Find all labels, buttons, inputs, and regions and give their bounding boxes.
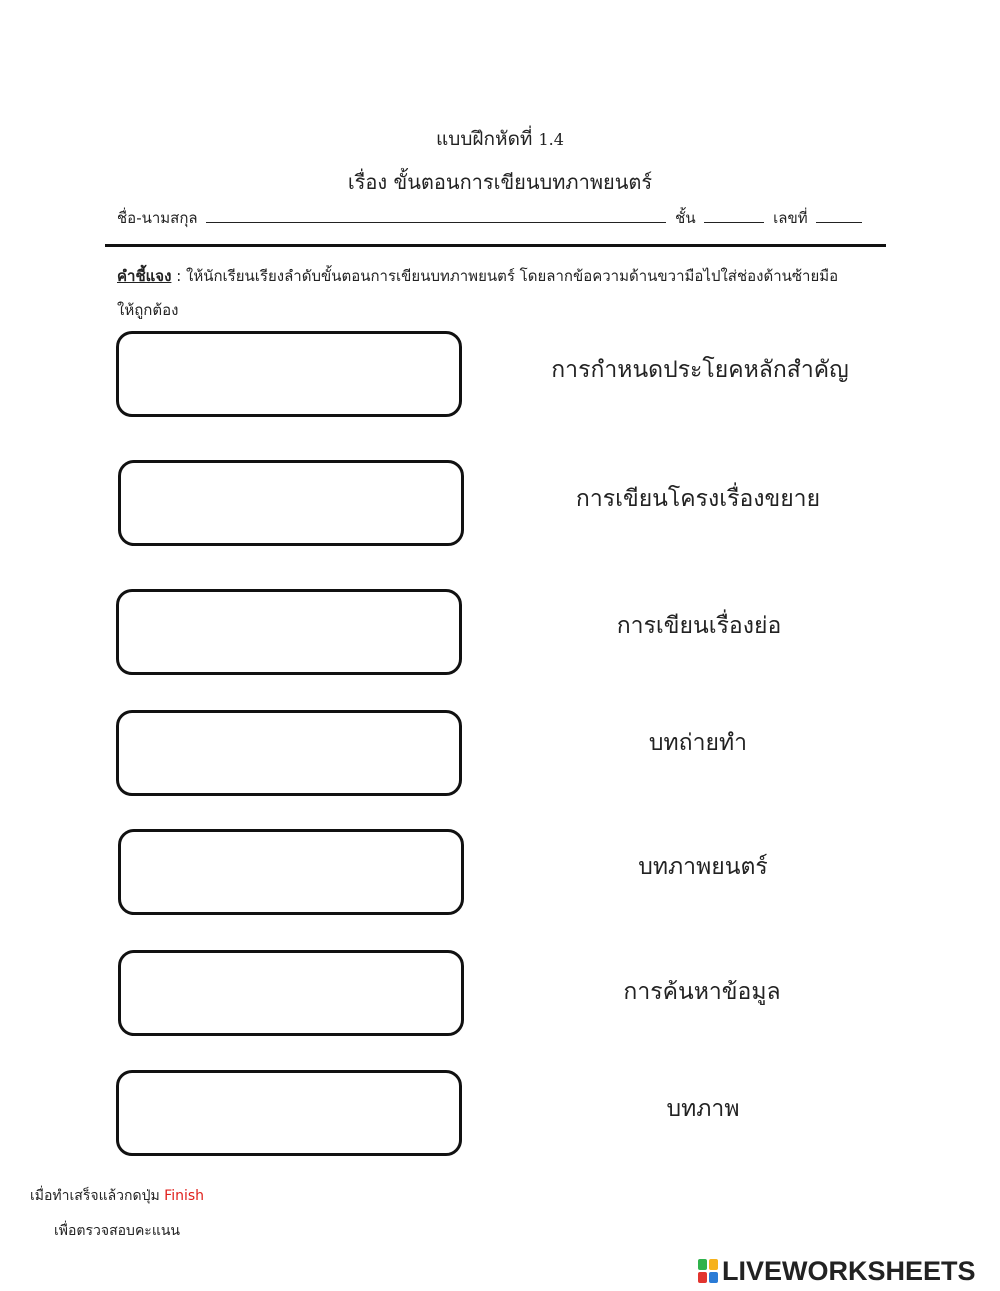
number-label: เลขที่: [773, 209, 808, 227]
number-underline: [816, 208, 862, 223]
name-label: ชื่อ-นามสกุล: [117, 209, 198, 227]
class-underline: [704, 208, 764, 223]
finish-word: Finish: [164, 1188, 205, 1204]
title-number: 1.4: [538, 130, 564, 149]
drop-box-1[interactable]: [116, 331, 462, 417]
instructions-line2: ให้ถูกต้อง: [117, 301, 179, 319]
title-prefix: แบบฝึกหัดที่: [436, 128, 533, 150]
logo-square-green: [698, 1259, 707, 1270]
finish-note-line2: เพื่อตรวจสอบคะแนน: [54, 1223, 180, 1239]
finish-note: [30, 1185, 204, 1207]
drag-item-1[interactable]: การกำหนดประโยคหลักสำคัญ: [551, 357, 849, 383]
class-label: ชั้น: [675, 209, 696, 227]
liveworksheets-logo-icon: [697, 1258, 719, 1284]
drop-box-4[interactable]: [116, 710, 462, 796]
name-underline: [206, 208, 666, 223]
drag-item-4[interactable]: บทถ่ายทำ: [648, 730, 748, 756]
drop-box-5[interactable]: [118, 829, 464, 915]
liveworksheets-logo: [697, 1254, 995, 1288]
drag-item-6[interactable]: การค้นหาข้อมูล: [623, 979, 781, 1005]
student-info-line: [117, 206, 887, 230]
logo-square-red: [698, 1272, 707, 1283]
instructions-heading: คำชี้แจง: [117, 267, 172, 285]
drop-box-7[interactable]: [116, 1070, 462, 1156]
drop-box-6[interactable]: [118, 950, 464, 1036]
header-divider: [105, 244, 886, 247]
drop-box-2[interactable]: [118, 460, 464, 546]
instructions-text: : ให้นักเรียนเรียงลำดับขั้นตอนการเขียนบทภาพยนตร์ โดยลากข้อความด้านขวามือไปใส่ช่องด้านซ้ายมือ: [171, 267, 839, 285]
drag-item-3[interactable]: การเขียนเรื่องย่อ: [616, 613, 782, 639]
drag-item-2[interactable]: การเขียนโครงเรื่องขยาย: [575, 486, 821, 512]
instructions-line1: [117, 259, 897, 293]
worksheet-title: [0, 124, 1000, 154]
logo-square-blue: [709, 1272, 718, 1283]
drag-item-5[interactable]: บทภาพยนตร์: [638, 854, 768, 880]
drag-item-7[interactable]: บทภาพ: [666, 1096, 740, 1122]
liveworksheets-logo-text: LIVEWORKSHEETS: [722, 1255, 976, 1286]
instructions: [117, 259, 897, 327]
finish-note-prefix: เมื่อทำเสร็จแล้วกดปุ่ม: [30, 1188, 160, 1204]
logo-square-yellow: [709, 1259, 718, 1270]
drop-box-3[interactable]: [116, 589, 462, 675]
worksheet-subtitle: เรื่อง ขั้นตอนการเขียนบทภาพยนตร์: [347, 170, 653, 194]
